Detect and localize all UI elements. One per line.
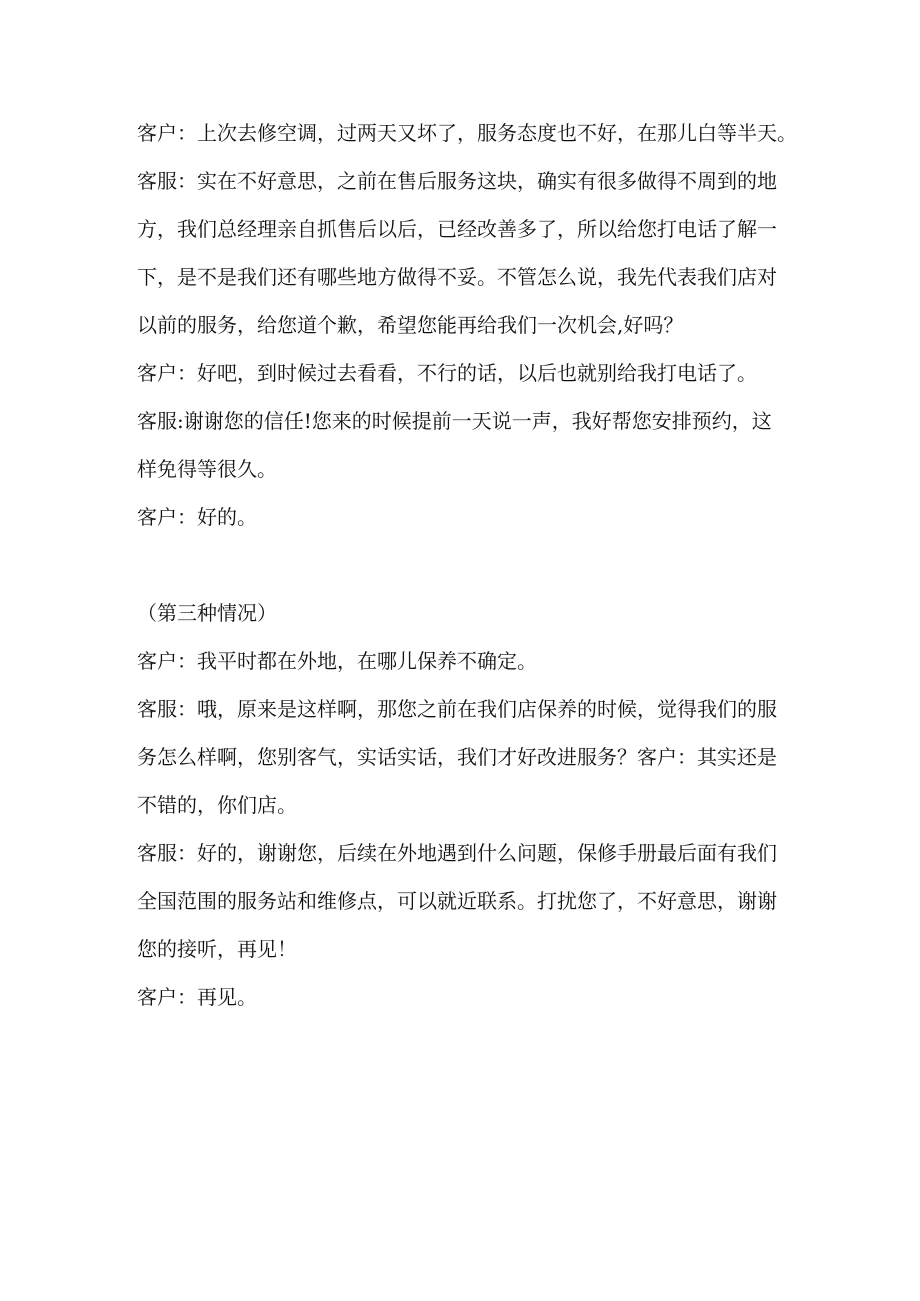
dialogue-line-customer: 客户：我平时都在外地，在哪儿保养不确定。 <box>137 649 537 673</box>
dialogue-line-service: 客服：实在不好意思，之前在售后服务这块，确实有很多做得不周到的地 <box>137 169 777 193</box>
dialogue-line-service: 客服：哦，原来是这样啊，那您之前在我们店保养的时候，觉得我们的服 <box>137 697 777 721</box>
dialogue-line-customer: 客户：好的。 <box>137 505 257 529</box>
dialogue-line-customer: 客户：好吧，到时候过去看看，不行的话，以后也就别给我打电话了。 <box>137 361 757 385</box>
dialogue-line-service-continued: 样免得等很久。 <box>137 457 277 481</box>
dialogue-line-service-continued: 以前的服务，给您道个歉，希望您能再给我们一次机会,好吗？ <box>137 313 684 337</box>
dialogue-line-service: 客服：好的，谢谢您，后续在外地遇到什么问题，保修手册最后面有我们 <box>137 841 777 865</box>
dialogue-line-service-continued: 方，我们总经理亲自抓售后以后，已经改善多了，所以给您打电话了解一 <box>137 217 777 241</box>
section-heading: （第三种情况） <box>137 601 277 625</box>
dialogue-line-service-continued: 务怎么样啊，您别客气，实话实话，我们才好改进服务？客户：其实还是 <box>137 745 777 769</box>
dialogue-line-service-continued: 您的接听，再见！ <box>137 937 297 961</box>
dialogue-line-customer: 客户：再见。 <box>137 985 257 1009</box>
dialogue-line-customer-continued: 不错的，你们店。 <box>137 793 297 817</box>
dialogue-line-service-continued: 下，是不是我们还有哪些地方做得不妥。不管怎么说，我先代表我们店对 <box>137 265 777 289</box>
dialogue-line-customer: 客户：上次去修空调，过两天又坏了，服务态度也不好，在那儿白等半天。 <box>137 121 797 145</box>
dialogue-line-service-continued: 全国范围的服务站和维修点，可以就近联系。打扰您了，不好意思，谢谢 <box>137 889 777 913</box>
dialogue-line-service: 客服:谢谢您的信任!您来的时候提前一天说一声，我好帮您安排预约，这 <box>137 409 772 433</box>
